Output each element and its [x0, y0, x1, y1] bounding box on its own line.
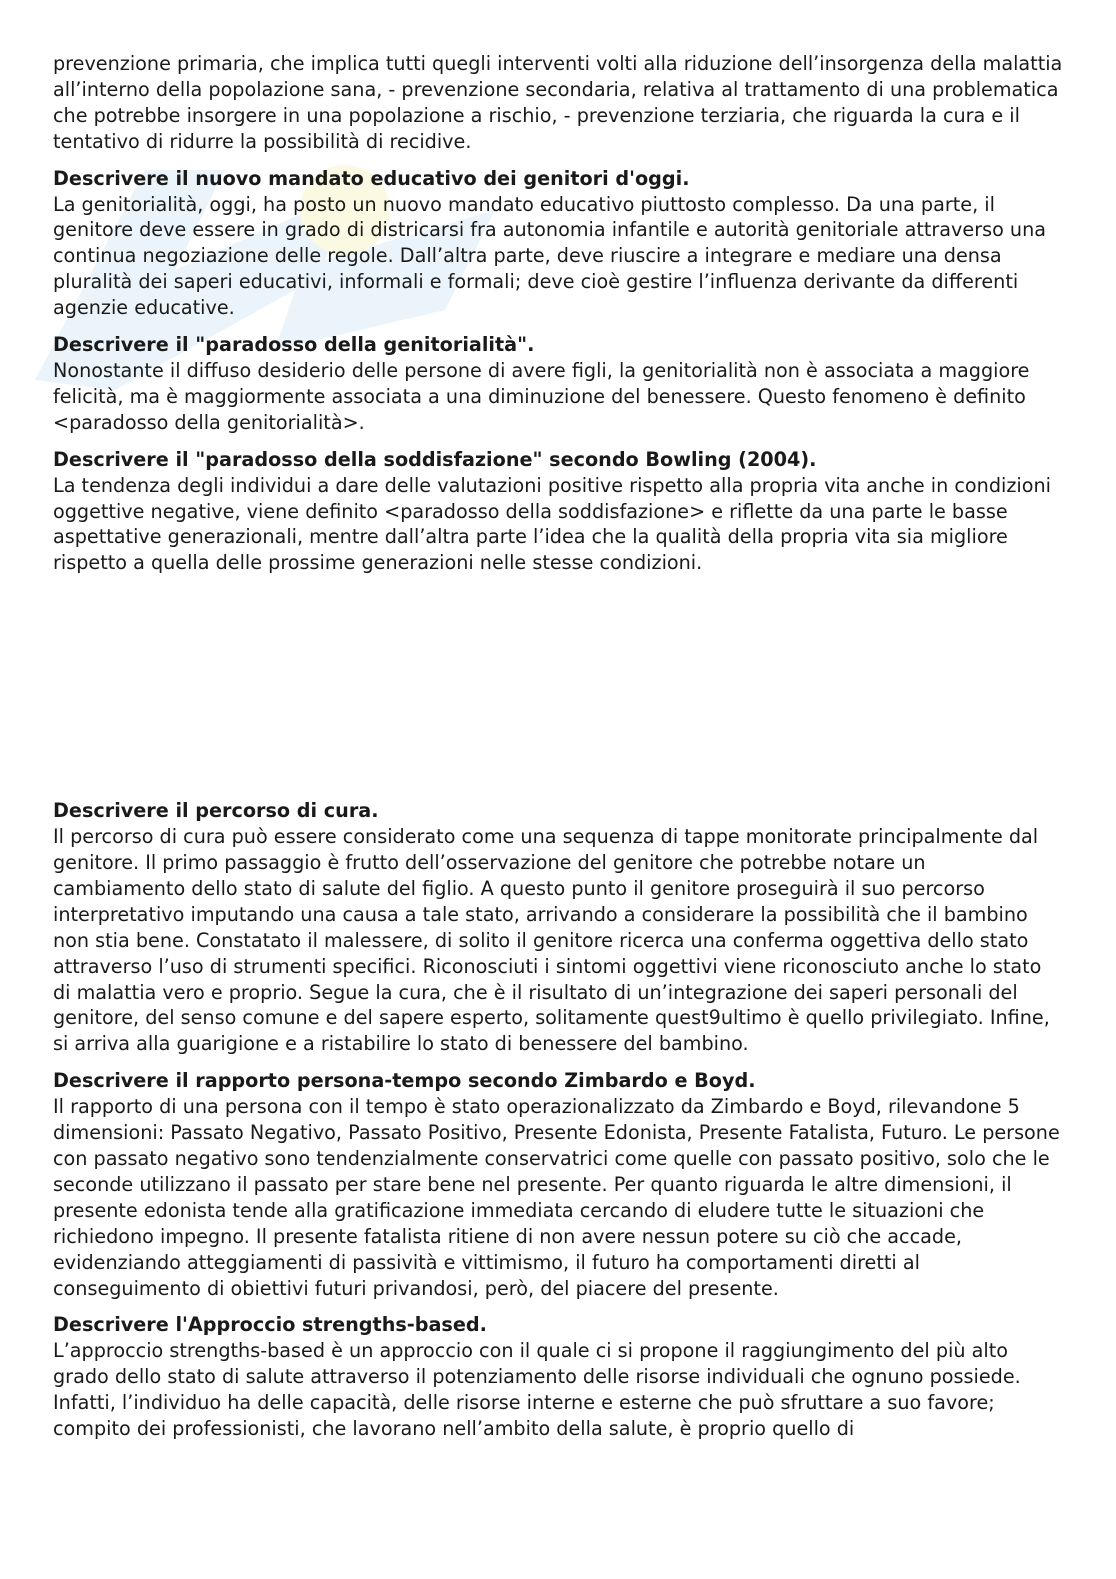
question-heading: Descrivere il nuovo mandato educativo dei genitori d'oggi.	[53, 166, 690, 190]
qa-block	[53, 447, 1063, 577]
document-page	[53, 51, 1063, 1453]
answer-text: Nonostante il diffuso desiderio delle persone di avere figli, la genitorialità non è associata a maggiore felicità, ma è maggiormente associata a una diminuzione del benessere. Questo fenomeno è definito <paradosso della genitorialità>.	[53, 358, 1030, 434]
blank-space	[53, 587, 1063, 798]
answer-text: La tendenza degli individui a dare delle valutazioni positive rispetto alla propria vita anche in condizioni oggettive negative, viene definito <paradosso della soddisfazione> e riflette da una parte le basse aspettative generazionali, mentre dall’altra parte l’idea che la qualità della propria vita sia migliore rispetto a quella delle prossime generazioni nelle stesse condizioni.	[53, 473, 1051, 575]
intro-text: prevenzione primaria, che implica tutti quegli interventi volti alla riduzione dell’insorgenza della malattia all’interno della popolazione sana, - prevenzione secondaria, relativa al trattamento di una problematica che potrebbe insorgere in una popolazione a rischio, - prevenzione terziaria, che riguarda la cura e il tentativo di ridurre la possibilità di recidive.	[53, 52, 1063, 153]
qa-block	[53, 166, 1063, 321]
qa-block	[53, 1312, 1063, 1442]
question-heading: Descrivere il "paradosso della genitorialità".	[53, 333, 535, 357]
question-heading: Descrivere il "paradosso della soddisfazione" secondo Bowling (2004).	[53, 447, 817, 471]
answer-text: La genitorialità, oggi, ha posto un nuovo mandato educativo piuttosto complesso. Da una parte, il genitore deve essere in grado di districarsi fra autonomia infantile e autorità genitoriale attraverso una continua negoziazione delle regole. Dall’altra parte, deve riuscire a integrare e mediare una densa pluralità dei saperi educativi, informali e formali; deve cioè gestire l’influenza derivante da differenti agenzie educative.	[53, 192, 1047, 320]
question-heading: Descrivere il rapporto persona-tempo secondo Zimbardo e Boyd.	[53, 1069, 756, 1093]
qa-block	[53, 1068, 1063, 1301]
answer-text: L’approccio strengths-based è un approccio con il quale ci si propone il raggiungimento del più alto grado dello stato di salute attraverso il potenziamento delle risorse individuali che ognuno possiede. Infatti, l’individuo ha delle capacità, delle risorse interne e esterne che può sfruttare a suo favore; compito dei professionisti, che lavorano nell’ambito della salute, è proprio quello di	[53, 1339, 1021, 1441]
question-heading: Descrivere l'Approccio strengths-based.	[53, 1313, 487, 1337]
question-heading: Descrivere il percorso di cura.	[53, 799, 379, 823]
qa-block	[53, 798, 1063, 1057]
answer-text: Il percorso di cura può essere considerato come una sequenza di tappe monitorate principalmente dal genitore. Il primo passaggio è frutto dell’osservazione del genitore che potrebbe notare un cambiamento dello stato di salute del figlio. A questo punto il genitore proseguirà il suo percorso interpretativo imputando una causa a tale stato, arrivando a considerare la possibilità che il bambino non stia bene. Constatato il malessere, di solito il genitore ricerca una conferma oggettiva dello stato attraverso l’uso di strumenti specifici. Riconosciuti i sintomi oggettivi viene riconosciuto anche lo stato di malattia vero e proprio. Segue la cura, che è il risultato di un’integrazione dei saperi personali del genitore, del senso comune e del sapere esperto, solitamente quest9ultimo è quello privilegiato. Infine, si arriva alla guarigione e a ristabilire lo stato di benessere del bambino.	[53, 825, 1050, 1056]
qa-block	[53, 332, 1063, 436]
answer-text: Il rapporto di una persona con il tempo è stato operazionalizzato da Zimbardo e Boyd, rilevandone 5 dimensioni: Passato Negativo, Passato Positivo, Presente Edonista, Presente Fatalista, Futuro. Le persone con passato negativo sono tendenzialmente conservatrici come quelle con passato positivo, solo che le seconde utilizzano il passato per stare bene nel presente. Per quanto riguarda le altre dimensioni, il presente edonista tende alla gratificazione immediata cercando di eludere tutte le situazioni che richiedono impegno. Il presente fatalista ritiene di non avere nessun potere su ciò che accade, evidenziando atteggiamenti di passività e vittimismo, il futuro ha comportamenti diretti al conseguimento di obiettivi futuri privandosi, però, del piacere del presente.	[53, 1095, 1060, 1300]
intro-paragraph	[53, 51, 1063, 155]
